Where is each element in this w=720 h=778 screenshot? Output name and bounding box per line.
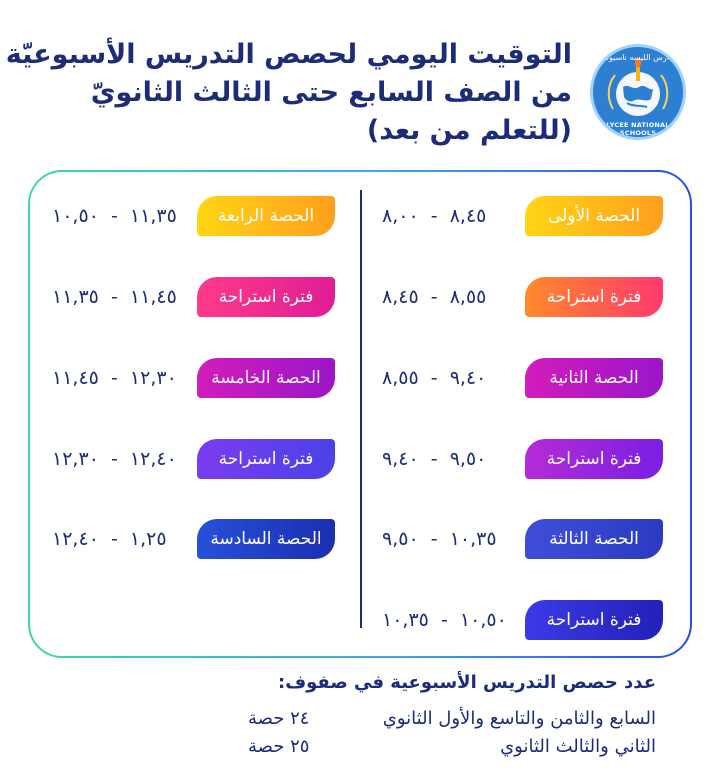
break-label: فترة استراحة — [197, 439, 335, 479]
period-time: ١,٢٥ - ١٢,٤٠ — [52, 528, 167, 550]
period-label: الحصة الرابعة — [197, 196, 335, 236]
count-group-1: ٢٤ حصة — [248, 708, 310, 729]
school-logo — [590, 44, 686, 140]
period-time: ٩,٤٠ - ٨,٥٥ — [382, 367, 487, 389]
logo-text-arabic: مدارس الليسه ناسيونال — [598, 53, 678, 62]
period-time: ٨,٤٥ - ٨,٠٠ — [382, 205, 487, 227]
break-time: ١١,٤٥ - ١١,٣٥ — [52, 286, 177, 308]
period-label: الحصة الثانية — [525, 358, 663, 398]
period-label: الحصة الثالثة — [525, 519, 663, 559]
break-label: فترة استراحة — [525, 277, 663, 317]
period-label: الحصة الخامسة — [197, 358, 335, 398]
period-label: الحصة الأولى — [525, 196, 663, 236]
break-label: فترة استراحة — [197, 277, 335, 317]
break-time: ١٢,٤٠ - ١٢,٣٠ — [52, 448, 177, 470]
column-divider — [360, 190, 362, 628]
period-time: ١٠,٣٥ - ٩,٥٠ — [382, 528, 497, 550]
header — [0, 0, 720, 150]
break-time: ٨,٥٥ - ٨,٤٥ — [382, 286, 487, 308]
break-label: فترة استراحة — [525, 439, 663, 479]
title-line-2: من الصف السابع حتى الثالث الثانويّ — [90, 77, 572, 108]
period-label: الحصة السادسة — [197, 519, 335, 559]
weekly-count-title: عدد حصص التدريس الأسبوعية في صفوف: — [278, 672, 656, 693]
break-label: فترة استراحة — [525, 600, 663, 640]
grades-group-1: السابع والثامن والتاسع والأول الثانوي — [382, 708, 656, 729]
period-time: ١٢,٣٠ - ١١,٤٥ — [52, 367, 177, 389]
period-time: ١١,٣٥ - ١٠,٥٠ — [52, 205, 177, 227]
break-time: ٩,٥٠ - ٩,٤٠ — [382, 448, 487, 470]
grades-group-2: الثاني والثالث الثانوي — [500, 736, 656, 757]
title-line-1: التوقيت اليومي لحصص التدريس الأسبوعيّة — [5, 39, 572, 70]
break-time: ١٠,٥٠ - ١٠,٣٥ — [382, 609, 507, 631]
count-group-2: ٢٥ حصة — [248, 736, 310, 757]
title-line-3: (للتعلم من بعد) — [366, 115, 572, 146]
logo-text-latin: LYCEE NATIONAL SCHOOLS — [606, 121, 670, 137]
page-title — [5, 36, 572, 150]
